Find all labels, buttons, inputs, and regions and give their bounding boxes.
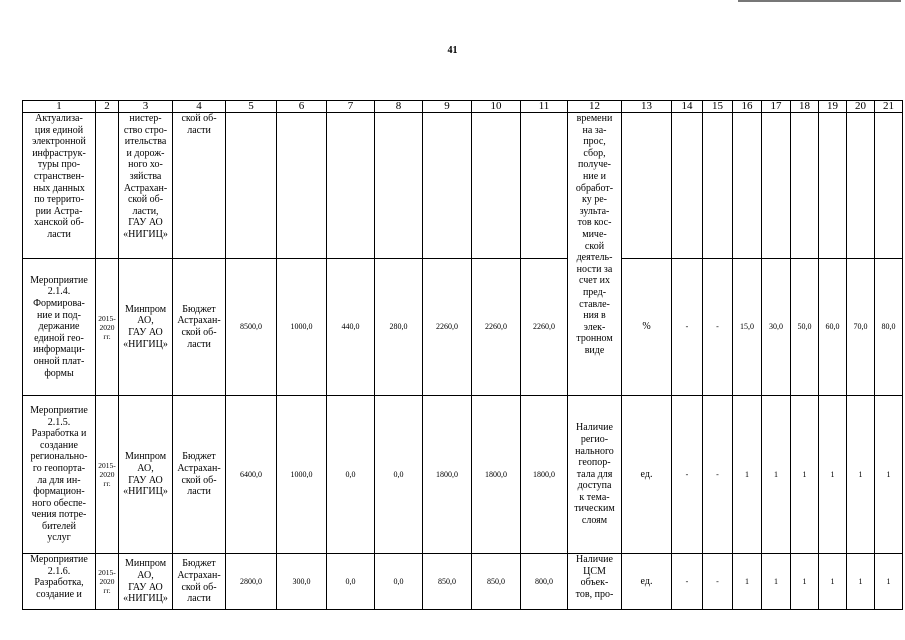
value-cell [672,113,703,259]
indicator-cell: времени на за- прос, сбор, получе- ние и обработ- ку ре- зульта- тов кос- миче- ской деятель- ности за счет их пред- ставле- ния в элек- тронном виде [568,113,622,396]
period-cell [96,113,119,259]
column-header: 3 [119,101,173,113]
amount-cell [375,113,423,259]
amount-cell: 8500,0 [226,259,277,396]
value-cell: 70,0 [847,259,875,396]
unit-cell: ед. [622,554,672,610]
executor-cell: нистер- ство стро- ительства и дорож- ного хо- зяйства Астрахан- ской об- ласти, ГАУ АО «НИГИЦ» [119,113,173,259]
amount-cell: 280,0 [375,259,423,396]
funding-source-cell: ской об- ласти [173,113,226,259]
value-cell: - [703,396,733,554]
top-rule [738,0,901,2]
value-cell: 1 [762,554,791,610]
value-cell: - [703,554,733,610]
period-cell: 2015- 2020 гг. [96,396,119,554]
column-header: 21 [875,101,903,113]
value-cell: 1 [791,554,819,610]
table-row [23,113,903,259]
period-cell: 2015- 2020 гг. [96,259,119,396]
column-header: 13 [622,101,672,113]
amount-cell: 1800,0 [521,396,568,554]
amount-cell: 0,0 [327,554,375,610]
amount-cell: 850,0 [423,554,472,610]
column-header: 11 [521,101,568,113]
column-header: 16 [733,101,762,113]
column-header: 20 [847,101,875,113]
activity-name: Мероприятие 2.1.5. Разработка и создание регионально- го геопорта- ла для ин- формацион- ного обеспе- чения потре- бителей услуг [23,396,96,554]
value-cell: 1 [847,554,875,610]
unit-cell [622,113,672,259]
funding-source-cell: Бюджет Астрахан- ской об- ласти [173,554,226,610]
value-cell: 60,0 [819,259,847,396]
value-cell: 1 [733,396,762,554]
activity-name: Мероприятие 2.1.6. Разработка, создание и [23,554,96,610]
amount-cell: 0,0 [327,396,375,554]
amount-cell: 1800,0 [423,396,472,554]
value-cell [703,113,733,259]
value-cell: 1 [875,396,903,554]
activity-name: Актуализа- ция единой электронной инфраструк- туры про- странствен- ных данных по террито- рии Астра- ханской об- ласти [23,113,96,259]
header-row [23,101,903,113]
column-header: 2 [96,101,119,113]
amount-cell [423,113,472,259]
column-header: 14 [672,101,703,113]
table-row [23,554,903,610]
amount-cell [277,113,327,259]
amount-cell [472,113,521,259]
amount-cell: 1000,0 [277,259,327,396]
column-header: 19 [819,101,847,113]
amount-cell: 300,0 [277,554,327,610]
amount-cell: 0,0 [375,396,423,554]
value-cell: - [672,259,703,396]
column-header: 6 [277,101,327,113]
value-cell: - [672,396,703,554]
value-cell [847,113,875,259]
amount-cell [327,113,375,259]
amount-cell: 800,0 [521,554,568,610]
value-cell: 30,0 [762,259,791,396]
table-row [23,259,903,396]
column-header: 1 [23,101,96,113]
value-cell: 1 [819,396,847,554]
column-header: 9 [423,101,472,113]
amount-cell: 850,0 [472,554,521,610]
indicator-cell: Наличие ЦСМ объек- тов, про- [568,554,622,610]
program-table [22,100,903,610]
value-cell: 50,0 [791,259,819,396]
column-header: 10 [472,101,521,113]
executor-cell: Минпром АО, ГАУ АО «НИГИЦ» [119,396,173,554]
value-cell: - [672,554,703,610]
column-header: 7 [327,101,375,113]
amount-cell: 440,0 [327,259,375,396]
value-cell: 1 [733,554,762,610]
period-cell: 2015- 2020 гг. [96,554,119,610]
value-cell: 1 [762,396,791,554]
funding-source-cell: Бюджет Астрахан- ской об- ласти [173,396,226,554]
column-header: 5 [226,101,277,113]
value-cell [791,113,819,259]
value-cell: 1 [847,396,875,554]
amount-cell: 0,0 [375,554,423,610]
value-cell [733,113,762,259]
executor-cell: Минпром АО, ГАУ АО «НИГИЦ» [119,554,173,610]
amount-cell: 1800,0 [472,396,521,554]
amount-cell: 2260,0 [423,259,472,396]
value-cell: 1 [819,554,847,610]
activity-name: Мероприятие 2.1.4. Формирова- ние и под- держание единой гео- информаци- онной плат- формы [23,259,96,396]
value-cell: 80,0 [875,259,903,396]
funding-source-cell: Бюджет Астрахан- ской об- ласти [173,259,226,396]
amount-cell: 2260,0 [521,259,568,396]
indicator-cell: Наличие регио- нального геопор- тала для доступа к тема- тическим слоям [568,396,622,554]
value-cell [875,113,903,259]
value-cell [819,113,847,259]
value-cell [762,113,791,259]
amount-cell: 2800,0 [226,554,277,610]
amount-cell: 1000,0 [277,396,327,554]
column-header: 18 [791,101,819,113]
executor-cell: Минпром АО, ГАУ АО «НИГИЦ» [119,259,173,396]
column-header: 15 [703,101,733,113]
value-cell: 15,0 [733,259,762,396]
value-cell: - [703,259,733,396]
column-header: 12 [568,101,622,113]
amount-cell: 2260,0 [472,259,521,396]
value-cell: 1 [875,554,903,610]
value-cell: 1 [791,396,819,554]
column-header: 8 [375,101,423,113]
unit-cell: % [622,259,672,396]
amount-cell [226,113,277,259]
table-row [23,396,903,554]
amount-cell [521,113,568,259]
unit-cell: ед. [622,396,672,554]
column-header: 17 [762,101,791,113]
page-number: 41 [447,45,458,56]
column-header: 4 [173,101,226,113]
amount-cell: 6400,0 [226,396,277,554]
